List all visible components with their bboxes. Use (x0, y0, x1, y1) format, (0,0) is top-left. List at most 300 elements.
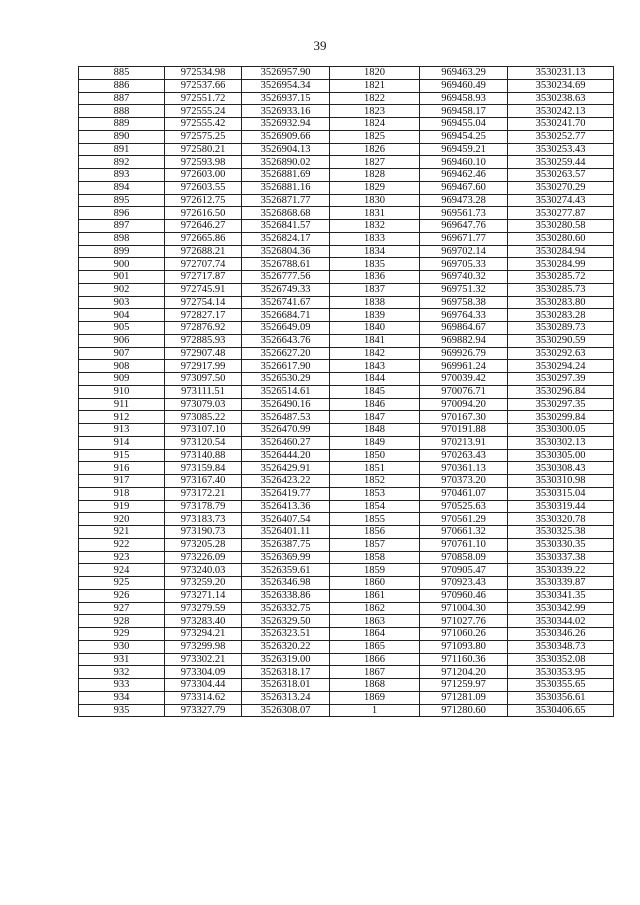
point-number-right: 1827 (330, 156, 420, 169)
point-number-left: 894 (79, 181, 165, 194)
y-coordinate-left: 3526937.15 (242, 92, 330, 105)
y-coordinate-right: 3530285.73 (508, 283, 614, 296)
table-row (79, 487, 614, 500)
table-row (79, 666, 614, 679)
y-coordinate-right: 3530263.57 (508, 169, 614, 182)
x-coordinate-right: 970263.43 (420, 449, 508, 462)
y-coordinate-left: 3526369.99 (242, 551, 330, 564)
x-coordinate-right: 971280.60 (420, 704, 508, 717)
x-coordinate-left: 972827.17 (165, 309, 242, 322)
point-number-left: 893 (79, 169, 165, 182)
x-coordinate-left: 973283.40 (165, 615, 242, 628)
table-row (79, 538, 614, 551)
point-number-left: 932 (79, 666, 165, 679)
point-number-right: 1866 (330, 653, 420, 666)
point-number-left: 903 (79, 296, 165, 309)
x-coordinate-right: 969702.14 (420, 245, 508, 258)
point-number-right: 1839 (330, 309, 420, 322)
y-coordinate-right: 3530252.77 (508, 130, 614, 143)
x-coordinate-left: 972603.00 (165, 169, 242, 182)
point-number-right: 1869 (330, 691, 420, 704)
x-coordinate-left: 972665.86 (165, 232, 242, 245)
point-number-left: 886 (79, 79, 165, 92)
point-number-right: 1842 (330, 347, 420, 360)
point-number-left: 899 (79, 245, 165, 258)
x-coordinate-left: 972688.21 (165, 245, 242, 258)
y-coordinate-left: 3526332.75 (242, 602, 330, 615)
point-number-left: 892 (79, 156, 165, 169)
x-coordinate-right: 969671.77 (420, 232, 508, 245)
y-coordinate-left: 3526444.20 (242, 449, 330, 462)
y-coordinate-left: 3526359.61 (242, 564, 330, 577)
x-coordinate-right: 971093.80 (420, 640, 508, 653)
x-coordinate-left: 973205.28 (165, 538, 242, 551)
table-row (79, 679, 614, 692)
x-coordinate-right: 970094.20 (420, 398, 508, 411)
x-coordinate-right: 970373.20 (420, 475, 508, 488)
table-row (79, 500, 614, 513)
y-coordinate-right: 3530297.35 (508, 398, 614, 411)
y-coordinate-right: 3530342.99 (508, 602, 614, 615)
y-coordinate-left: 3526804.36 (242, 245, 330, 258)
point-number-right: 1828 (330, 169, 420, 182)
point-number-right: 1833 (330, 232, 420, 245)
point-number-right: 1847 (330, 411, 420, 424)
y-coordinate-right: 3530284.99 (508, 258, 614, 271)
table-row (79, 92, 614, 105)
x-coordinate-left: 972551.72 (165, 92, 242, 105)
point-number-right: 1868 (330, 679, 420, 692)
y-coordinate-left: 3526308.07 (242, 704, 330, 717)
table-row (79, 373, 614, 386)
y-coordinate-left: 3526868.68 (242, 207, 330, 220)
table-row (79, 169, 614, 182)
y-coordinate-left: 3526957.90 (242, 67, 330, 80)
y-coordinate-right: 3530406.65 (508, 704, 614, 717)
point-number-right: 1826 (330, 143, 420, 156)
y-coordinate-left: 3526419.77 (242, 487, 330, 500)
y-coordinate-left: 3526487.53 (242, 411, 330, 424)
x-coordinate-right: 970960.46 (420, 589, 508, 602)
y-coordinate-left: 3526890.02 (242, 156, 330, 169)
y-coordinate-left: 3526413.36 (242, 500, 330, 513)
y-coordinate-right: 3530330.35 (508, 538, 614, 551)
y-coordinate-right: 3530319.44 (508, 500, 614, 513)
x-coordinate-right: 969473.28 (420, 194, 508, 207)
x-coordinate-left: 973226.09 (165, 551, 242, 564)
y-coordinate-left: 3526777.56 (242, 271, 330, 284)
x-coordinate-right: 970905.47 (420, 564, 508, 577)
y-coordinate-right: 3530280.60 (508, 232, 614, 245)
y-coordinate-left: 3526387.75 (242, 538, 330, 551)
table-row (79, 385, 614, 398)
point-number-right: 1858 (330, 551, 420, 564)
point-number-left: 895 (79, 194, 165, 207)
x-coordinate-left: 973314.62 (165, 691, 242, 704)
x-coordinate-right: 969647.76 (420, 220, 508, 233)
y-coordinate-left: 3526904.13 (242, 143, 330, 156)
point-number-right: 1829 (330, 181, 420, 194)
x-coordinate-right: 970191.88 (420, 424, 508, 437)
point-number-right: 1851 (330, 462, 420, 475)
table-row (79, 79, 614, 92)
x-coordinate-left: 973079.03 (165, 398, 242, 411)
point-number-left: 885 (79, 67, 165, 80)
y-coordinate-right: 3530274.43 (508, 194, 614, 207)
table-row (79, 334, 614, 347)
y-coordinate-left: 3526319.00 (242, 653, 330, 666)
point-number-right: 1 (330, 704, 420, 717)
point-number-left: 901 (79, 271, 165, 284)
y-coordinate-right: 3530277.87 (508, 207, 614, 220)
point-number-left: 898 (79, 232, 165, 245)
x-coordinate-left: 973304.09 (165, 666, 242, 679)
point-number-left: 904 (79, 309, 165, 322)
table-row (79, 551, 614, 564)
y-coordinate-left: 3526649.09 (242, 322, 330, 335)
point-number-right: 1848 (330, 424, 420, 437)
point-number-right: 1825 (330, 130, 420, 143)
table-row (79, 398, 614, 411)
x-coordinate-right: 969705.33 (420, 258, 508, 271)
table-row (79, 577, 614, 590)
point-number-right: 1838 (330, 296, 420, 309)
point-number-right: 1832 (330, 220, 420, 233)
point-number-left: 927 (79, 602, 165, 615)
table-row (79, 296, 614, 309)
y-coordinate-right: 3530270.29 (508, 181, 614, 194)
x-coordinate-right: 969758.38 (420, 296, 508, 309)
coordinates-table (78, 66, 614, 717)
point-number-right: 1859 (330, 564, 420, 577)
y-coordinate-right: 3530283.80 (508, 296, 614, 309)
point-number-left: 902 (79, 283, 165, 296)
x-coordinate-right: 969961.24 (420, 360, 508, 373)
table-row (79, 462, 614, 475)
x-coordinate-left: 972593.98 (165, 156, 242, 169)
x-coordinate-left: 972876.92 (165, 322, 242, 335)
point-number-right: 1850 (330, 449, 420, 462)
y-coordinate-right: 3530283.28 (508, 309, 614, 322)
table-row (79, 322, 614, 335)
x-coordinate-left: 972745.91 (165, 283, 242, 296)
y-coordinate-left: 3526329.50 (242, 615, 330, 628)
point-number-left: 887 (79, 92, 165, 105)
point-number-left: 915 (79, 449, 165, 462)
point-number-left: 919 (79, 500, 165, 513)
point-number-right: 1856 (330, 526, 420, 539)
y-coordinate-left: 3526530.29 (242, 373, 330, 386)
y-coordinate-right: 3530242.13 (508, 105, 614, 118)
point-number-right: 1863 (330, 615, 420, 628)
x-coordinate-right: 970167.30 (420, 411, 508, 424)
page-number: 39 (313, 38, 327, 53)
point-number-left: 933 (79, 679, 165, 692)
y-coordinate-right: 3530302.13 (508, 436, 614, 449)
x-coordinate-right: 969463.29 (420, 67, 508, 80)
x-coordinate-left: 973327.79 (165, 704, 242, 717)
x-coordinate-left: 972646.27 (165, 220, 242, 233)
y-coordinate-left: 3526871.77 (242, 194, 330, 207)
y-coordinate-right: 3530284.94 (508, 245, 614, 258)
x-coordinate-right: 969467.60 (420, 181, 508, 194)
point-number-left: 911 (79, 398, 165, 411)
point-number-left: 918 (79, 487, 165, 500)
x-coordinate-left: 973167.40 (165, 475, 242, 488)
point-number-left: 890 (79, 130, 165, 143)
x-coordinate-right: 969751.32 (420, 283, 508, 296)
point-number-right: 1855 (330, 513, 420, 526)
y-coordinate-left: 3526627.20 (242, 347, 330, 360)
y-coordinate-right: 3530253.43 (508, 143, 614, 156)
y-coordinate-left: 3526318.01 (242, 679, 330, 692)
y-coordinate-right: 3530320.78 (508, 513, 614, 526)
x-coordinate-right: 970213.91 (420, 436, 508, 449)
table-row (79, 258, 614, 271)
x-coordinate-left: 973111.51 (165, 385, 242, 398)
y-coordinate-right: 3530259.44 (508, 156, 614, 169)
y-coordinate-right: 3530292.63 (508, 347, 614, 360)
point-number-right: 1822 (330, 92, 420, 105)
x-coordinate-right: 969460.49 (420, 79, 508, 92)
x-coordinate-left: 972917.99 (165, 360, 242, 373)
x-coordinate-right: 969460.10 (420, 156, 508, 169)
table-row (79, 271, 614, 284)
x-coordinate-left: 973190.73 (165, 526, 242, 539)
table-row (79, 130, 614, 143)
point-number-right: 1841 (330, 334, 420, 347)
y-coordinate-left: 3526323.51 (242, 628, 330, 641)
point-number-left: 930 (79, 640, 165, 653)
y-coordinate-right: 3530315.04 (508, 487, 614, 500)
point-number-right: 1835 (330, 258, 420, 271)
y-coordinate-right: 3530280.58 (508, 220, 614, 233)
point-number-left: 891 (79, 143, 165, 156)
x-coordinate-right: 969926.79 (420, 347, 508, 360)
y-coordinate-left: 3526460.27 (242, 436, 330, 449)
point-number-right: 1857 (330, 538, 420, 551)
x-coordinate-right: 970525.63 (420, 500, 508, 513)
point-number-right: 1852 (330, 475, 420, 488)
point-number-right: 1849 (330, 436, 420, 449)
x-coordinate-left: 972555.42 (165, 118, 242, 131)
point-number-left: 914 (79, 436, 165, 449)
y-coordinate-left: 3526346.98 (242, 577, 330, 590)
table-row (79, 513, 614, 526)
y-coordinate-left: 3526338.86 (242, 589, 330, 602)
x-coordinate-right: 970923.43 (420, 577, 508, 590)
x-coordinate-left: 973107.10 (165, 424, 242, 437)
x-coordinate-right: 970076.71 (420, 385, 508, 398)
table-row (79, 526, 614, 539)
x-coordinate-left: 973240.03 (165, 564, 242, 577)
x-coordinate-right: 970761.10 (420, 538, 508, 551)
y-coordinate-right: 3530308.43 (508, 462, 614, 475)
y-coordinate-right: 3530339.87 (508, 577, 614, 590)
x-coordinate-right: 969455.04 (420, 118, 508, 131)
y-coordinate-left: 3526788.61 (242, 258, 330, 271)
x-coordinate-right: 970039.42 (420, 373, 508, 386)
x-coordinate-left: 972616.50 (165, 207, 242, 220)
y-coordinate-right: 3530346.26 (508, 628, 614, 641)
y-coordinate-left: 3526470.99 (242, 424, 330, 437)
y-coordinate-left: 3526824.17 (242, 232, 330, 245)
y-coordinate-left: 3526313.24 (242, 691, 330, 704)
y-coordinate-right: 3530348.73 (508, 640, 614, 653)
point-number-right: 1823 (330, 105, 420, 118)
y-coordinate-right: 3530353.95 (508, 666, 614, 679)
y-coordinate-left: 3526318.17 (242, 666, 330, 679)
point-number-left: 934 (79, 691, 165, 704)
y-coordinate-right: 3530305.00 (508, 449, 614, 462)
y-coordinate-left: 3526684.71 (242, 309, 330, 322)
point-number-left: 931 (79, 653, 165, 666)
point-number-right: 1864 (330, 628, 420, 641)
x-coordinate-left: 973294.21 (165, 628, 242, 641)
y-coordinate-right: 3530296.84 (508, 385, 614, 398)
table-row (79, 67, 614, 80)
point-number-right: 1840 (330, 322, 420, 335)
x-coordinate-left: 972575.25 (165, 130, 242, 143)
y-coordinate-left: 3526423.22 (242, 475, 330, 488)
point-number-left: 908 (79, 360, 165, 373)
point-number-left: 900 (79, 258, 165, 271)
y-coordinate-left: 3526643.76 (242, 334, 330, 347)
table-row (79, 220, 614, 233)
point-number-right: 1846 (330, 398, 420, 411)
point-number-right: 1845 (330, 385, 420, 398)
y-coordinate-left: 3526407.54 (242, 513, 330, 526)
y-coordinate-right: 3530234.69 (508, 79, 614, 92)
point-number-right: 1836 (330, 271, 420, 284)
x-coordinate-left: 973178.79 (165, 500, 242, 513)
point-number-left: 920 (79, 513, 165, 526)
x-coordinate-left: 973304.44 (165, 679, 242, 692)
y-coordinate-left: 3526881.69 (242, 169, 330, 182)
table-row (79, 360, 614, 373)
x-coordinate-left: 972603.55 (165, 181, 242, 194)
y-coordinate-right: 3530337.38 (508, 551, 614, 564)
point-number-left: 917 (79, 475, 165, 488)
point-number-right: 1843 (330, 360, 420, 373)
table-row (79, 424, 614, 437)
point-number-right: 1862 (330, 602, 420, 615)
y-coordinate-left: 3526514.61 (242, 385, 330, 398)
table-row (79, 105, 614, 118)
x-coordinate-right: 969764.33 (420, 309, 508, 322)
point-number-right: 1831 (330, 207, 420, 220)
table-row (79, 232, 614, 245)
x-coordinate-right: 969458.17 (420, 105, 508, 118)
table-row (79, 207, 614, 220)
x-coordinate-left: 973271.14 (165, 589, 242, 602)
y-coordinate-right: 3530356.61 (508, 691, 614, 704)
point-number-left: 923 (79, 551, 165, 564)
x-coordinate-right: 969561.73 (420, 207, 508, 220)
y-coordinate-right: 3530341.35 (508, 589, 614, 602)
point-number-left: 888 (79, 105, 165, 118)
table-row (79, 628, 614, 641)
y-coordinate-right: 3530289.73 (508, 322, 614, 335)
x-coordinate-right: 970361.13 (420, 462, 508, 475)
x-coordinate-left: 972707.74 (165, 258, 242, 271)
table-row (79, 436, 614, 449)
point-number-left: 889 (79, 118, 165, 131)
y-coordinate-right: 3530300.05 (508, 424, 614, 437)
x-coordinate-left: 972717.87 (165, 271, 242, 284)
point-number-right: 1865 (330, 640, 420, 653)
x-coordinate-right: 971259.97 (420, 679, 508, 692)
x-coordinate-left: 973172.21 (165, 487, 242, 500)
table-row (79, 589, 614, 602)
point-number-left: 935 (79, 704, 165, 717)
x-coordinate-right: 969740.32 (420, 271, 508, 284)
y-coordinate-left: 3526617.90 (242, 360, 330, 373)
x-coordinate-right: 970561.29 (420, 513, 508, 526)
table-row (79, 449, 614, 462)
x-coordinate-left: 972537.66 (165, 79, 242, 92)
table-row (79, 615, 614, 628)
point-number-right: 1820 (330, 67, 420, 80)
x-coordinate-left: 972907.48 (165, 347, 242, 360)
x-coordinate-right: 971027.76 (420, 615, 508, 628)
x-coordinate-left: 973085.22 (165, 411, 242, 424)
table-row (79, 347, 614, 360)
x-coordinate-right: 969462.46 (420, 169, 508, 182)
point-number-left: 926 (79, 589, 165, 602)
x-coordinate-left: 973302.21 (165, 653, 242, 666)
x-coordinate-right: 970858.09 (420, 551, 508, 564)
table-row (79, 118, 614, 131)
table-row (79, 245, 614, 258)
point-number-left: 910 (79, 385, 165, 398)
point-number-left: 912 (79, 411, 165, 424)
x-coordinate-left: 973159.84 (165, 462, 242, 475)
table-row (79, 691, 614, 704)
y-coordinate-left: 3526932.94 (242, 118, 330, 131)
y-coordinate-left: 3526841.57 (242, 220, 330, 233)
y-coordinate-right: 3530325.38 (508, 526, 614, 539)
y-coordinate-right: 3530339.22 (508, 564, 614, 577)
y-coordinate-right: 3530231.13 (508, 67, 614, 80)
x-coordinate-right: 970661.32 (420, 526, 508, 539)
point-number-right: 1837 (330, 283, 420, 296)
y-coordinate-right: 3530238.63 (508, 92, 614, 105)
point-number-left: 905 (79, 322, 165, 335)
table-row (79, 475, 614, 488)
point-number-left: 921 (79, 526, 165, 539)
point-number-right: 1824 (330, 118, 420, 131)
table-row (79, 602, 614, 615)
x-coordinate-left: 972555.24 (165, 105, 242, 118)
x-coordinate-left: 973140.88 (165, 449, 242, 462)
x-coordinate-left: 972885.93 (165, 334, 242, 347)
y-coordinate-right: 3530355.65 (508, 679, 614, 692)
point-number-right: 1861 (330, 589, 420, 602)
y-coordinate-left: 3526320.22 (242, 640, 330, 653)
point-number-left: 896 (79, 207, 165, 220)
x-coordinate-left: 973259.20 (165, 577, 242, 590)
point-number-left: 907 (79, 347, 165, 360)
y-coordinate-right: 3530294.24 (508, 360, 614, 373)
point-number-right: 1830 (330, 194, 420, 207)
y-coordinate-left: 3526741.67 (242, 296, 330, 309)
point-number-left: 909 (79, 373, 165, 386)
table-row (79, 653, 614, 666)
x-coordinate-left: 972580.21 (165, 143, 242, 156)
y-coordinate-right: 3530352.08 (508, 653, 614, 666)
x-coordinate-left: 973120.54 (165, 436, 242, 449)
